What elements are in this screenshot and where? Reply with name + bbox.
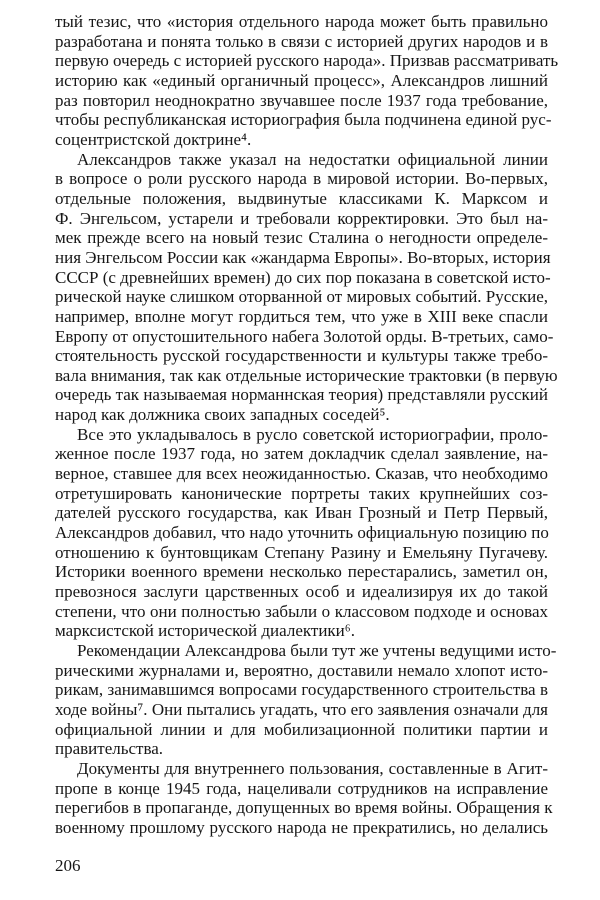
text-line: тый тезис, что «история отдельного народа может быть правильно bbox=[55, 12, 548, 31]
text-line: чтобы республиканская историография была подчинена единой рус- bbox=[55, 110, 552, 130]
text-line: верное, ставшее для всех неожиданностью. Сказав, что необходимо bbox=[55, 464, 548, 484]
paragraph bbox=[55, 425, 548, 641]
text-line: рическими журналами и, вероятно, доставили немало хлопот исто- bbox=[55, 660, 548, 680]
text-line: Александров добавил, что надо уточнить официальную позицию по bbox=[55, 523, 549, 543]
text-line: историю как «единый органичный процесс», Александров лишний bbox=[55, 70, 548, 90]
text-line: перегибов в пропаганде, допущенных во время войны. Обращения к bbox=[55, 798, 553, 818]
text-line: Документы для внутреннего пользования, составленные в Агит- bbox=[77, 758, 548, 778]
text-line: раз повторил неоднократно звучавшее после 1937 года требование, bbox=[55, 90, 548, 110]
text-line: Все это укладывалось в русло советской историографии, проло- bbox=[77, 424, 548, 444]
text-line: рикам, занимавшимся вопросами государственного строительства в bbox=[55, 680, 548, 700]
text-line: отношению к бунтовщикам Степану Разину и Емельяну Пугачеву. bbox=[55, 542, 548, 562]
text-line: Ф. Энгельсом, устарели и требовали корректировки. Это был на- bbox=[55, 208, 548, 228]
text-line: например, вполне могут гордиться тем, что уже в XIII веке спасли bbox=[55, 306, 548, 326]
paragraph bbox=[55, 12, 559, 150]
paragraph bbox=[55, 149, 558, 425]
text-line: ходе войны⁷. Они пытались угадать, что его заявления означали для bbox=[55, 699, 548, 719]
paragraph bbox=[55, 758, 553, 838]
text-line: Историки военного времени несколько перестарались, заметил он, bbox=[55, 562, 548, 582]
text-line: пропе в конце 1945 года, нацеливали сотрудников на исправление bbox=[55, 778, 548, 798]
text-line: степени, что они полностью забыли о классовом подходе и основах bbox=[55, 601, 548, 621]
text-line: официальной линии и для мобилизационной политики партии и bbox=[55, 719, 548, 739]
text-line: правительства. bbox=[55, 739, 164, 759]
text-line: народ как должника своих западных соседей⁵. bbox=[55, 405, 390, 425]
text-line: в вопросе о роли русского народа в мировой истории. Во-первых, bbox=[55, 169, 548, 189]
text-line: дателей русского государства, как Иван Грозный и Петр Первый, bbox=[55, 503, 548, 523]
text-line: военному прошлому русского народа не прекратились, но делались bbox=[55, 817, 548, 837]
text-line: рической науке слишком оторванной от мировых событий. Русские, bbox=[55, 287, 548, 307]
paragraph bbox=[55, 641, 557, 759]
text-line: стоятельность русской государственности и культуры также требо- bbox=[55, 346, 548, 366]
text-line: ния Энгельсом России как «жандарма Европы». Во-вторых, история bbox=[55, 247, 551, 267]
text-line: соцентристской доктрине⁴. bbox=[55, 129, 252, 149]
text-line: разработана и понята только в связи с историей других народов и в bbox=[55, 31, 548, 51]
text-line: Европу от опустошительного набега Золотой орды. В-третьих, само- bbox=[55, 326, 554, 346]
text-line: мек прежде всего на новый тезис Сталина о негодности определе- bbox=[55, 228, 548, 248]
text-line: женное после 1937 года, но затем докладчик сделал заявление, на- bbox=[55, 444, 548, 464]
text-line: очередь так называемая норманнская теория) представляли русский bbox=[55, 385, 548, 405]
text-line: Александров также указал на недостатки официальной линии bbox=[77, 149, 548, 169]
text-line: превознося заслуги царственных особ и идеализируя их до такой bbox=[55, 582, 548, 602]
text-line: Рекомендации Александрова были тут же учтены ведущими исто- bbox=[77, 641, 557, 660]
page-number: 206 bbox=[55, 856, 81, 875]
text-line: СССР (с древнейших времен) до сих пор показана в советской исто- bbox=[55, 267, 551, 287]
page-body bbox=[55, 12, 559, 838]
text-line: первую очередь с историей русского народа». Призвав рассматривать bbox=[55, 51, 559, 71]
text-line: отретушировать канонические портреты таких крупнейших соз- bbox=[55, 483, 548, 503]
text-line: марксистской исторической диалектики⁶. bbox=[55, 621, 355, 641]
text-line: вала внимания, так как отдельные исторические трактовки (в первую bbox=[55, 365, 558, 385]
text-line: отдельные положения, выдвинутые классиками К. Марксом и bbox=[55, 188, 548, 208]
